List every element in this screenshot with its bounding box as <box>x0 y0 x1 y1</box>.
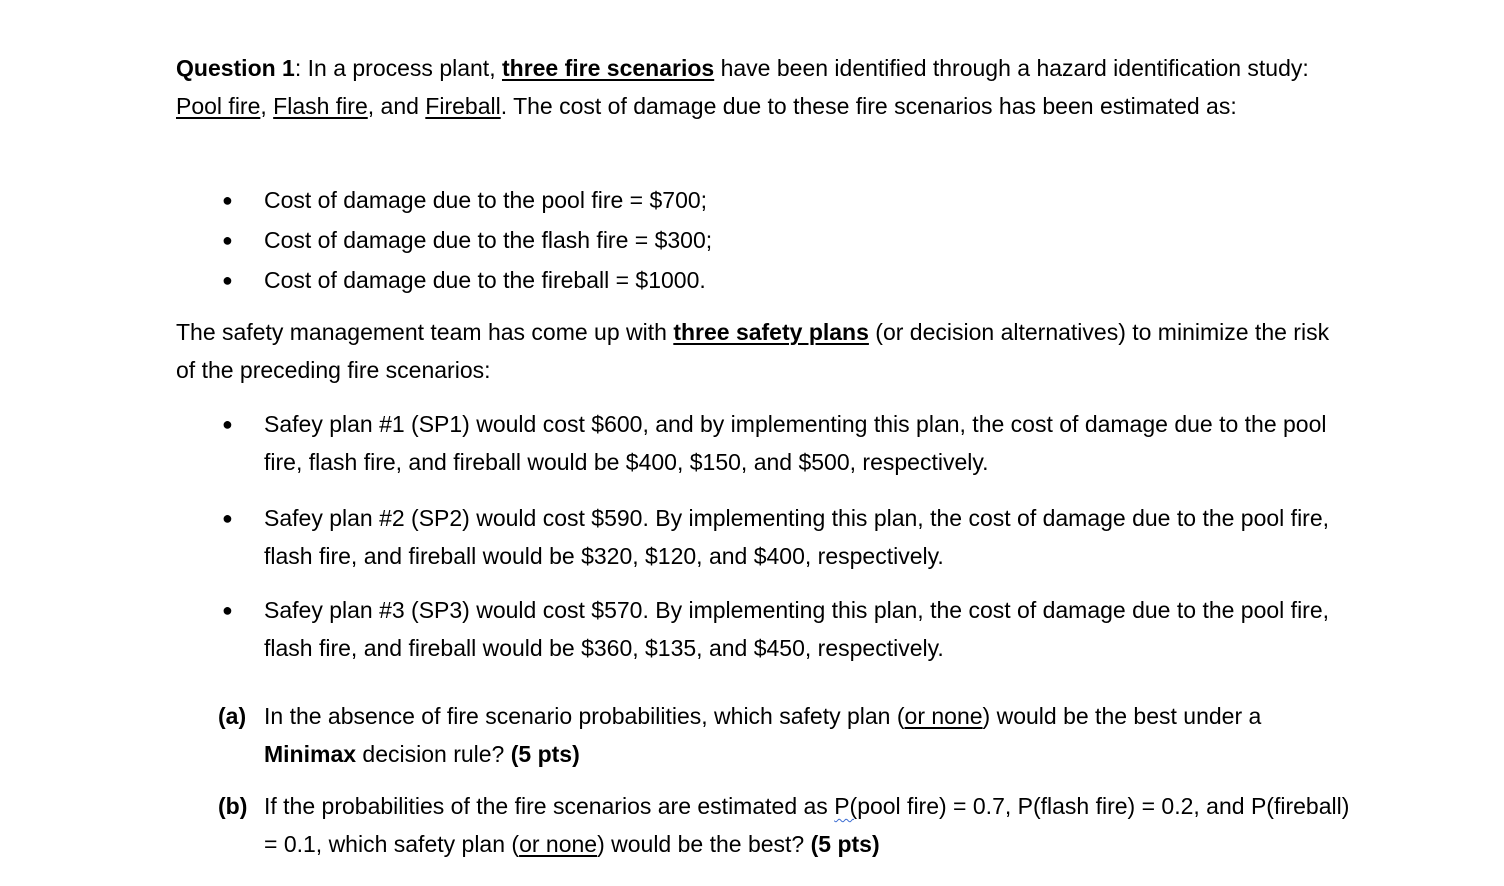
three-safety-plans: three safety plans <box>673 319 869 345</box>
bullet-icon: ● <box>222 508 233 528</box>
question-intro: Question 1: In a process plant, three fire scenarios have been identified through a hazard identification study: Pool fire, Flash fire, and Fireball. The cost of damage due to these fire scenarios has been estimated as: <box>176 55 1309 119</box>
part-b-question: If the probabilities of the fire scenarios are estimated as P(pool fire) = 0.7, P(flash fire) = 0.2, and P(fireball) = 0.1, which safety plan (or none) would be the best? (5 pts) <box>264 793 1350 857</box>
three-fire-scenarios: three fire scenarios <box>501 55 715 81</box>
damage-cost-item: Cost of damage due to the pool fire = $700; <box>264 187 708 213</box>
bullet-icon: ● <box>222 230 233 250</box>
bullet-icon: ● <box>222 600 233 620</box>
question-label: Question 1 <box>176 55 295 81</box>
safety-plan-item: Safey plan #2 (SP2) would cost $590. By implementing this plan, the cost of damage due to the pool fire, flash fire, and fireball would be $320, $120, and $400, respectively. <box>264 505 1330 569</box>
safety-plan-item: Safey plan #3 (SP3) would cost $570. By implementing this plan, the cost of damage due to the pool fire, flash fire, and fireball would be $360, $135, and $450, respectively. <box>264 597 1330 661</box>
or-none-term: or none <box>904 703 983 729</box>
bullet-icon: ● <box>222 414 233 434</box>
safety-plan-item: Safey plan #1 (SP1) would cost $600, and by implementing this plan, the cost of damage due to the pool fire, flash fire, and fireball would be $400, $150, and $500, respectively. <box>264 411 1327 475</box>
bullet-icon: ● <box>222 190 233 210</box>
spelling-marker: P( <box>834 793 858 819</box>
minimax-term: Minimax <box>264 741 357 767</box>
part-a-question: In the absence of fire scenario probabilities, which safety plan (or none) would be the best under a Minimax decision rule? (5 pts) <box>264 703 1262 767</box>
damage-cost-item: Cost of damage due to the fireball = $1000. <box>264 267 706 293</box>
bullet-icon: ● <box>222 270 233 290</box>
fireball-term: Fireball <box>425 93 501 119</box>
damage-cost-item: Cost of damage due to the flash fire = $300; <box>264 227 713 253</box>
flash-fire-term: Flash fire <box>273 93 368 119</box>
or-none-term: or none <box>519 831 598 857</box>
part-a-label: (a) <box>218 703 247 729</box>
points-label: (5 pts) <box>810 831 880 857</box>
pool-fire-term: Pool fire <box>176 93 261 119</box>
plans-intro: The safety management team has come up with three safety plans (or decision alternatives) to minimize the risk of the preceding fire scenarios: <box>176 319 1330 383</box>
points-label: (5 pts) <box>510 741 580 767</box>
part-b-label: (b) <box>218 793 248 819</box>
